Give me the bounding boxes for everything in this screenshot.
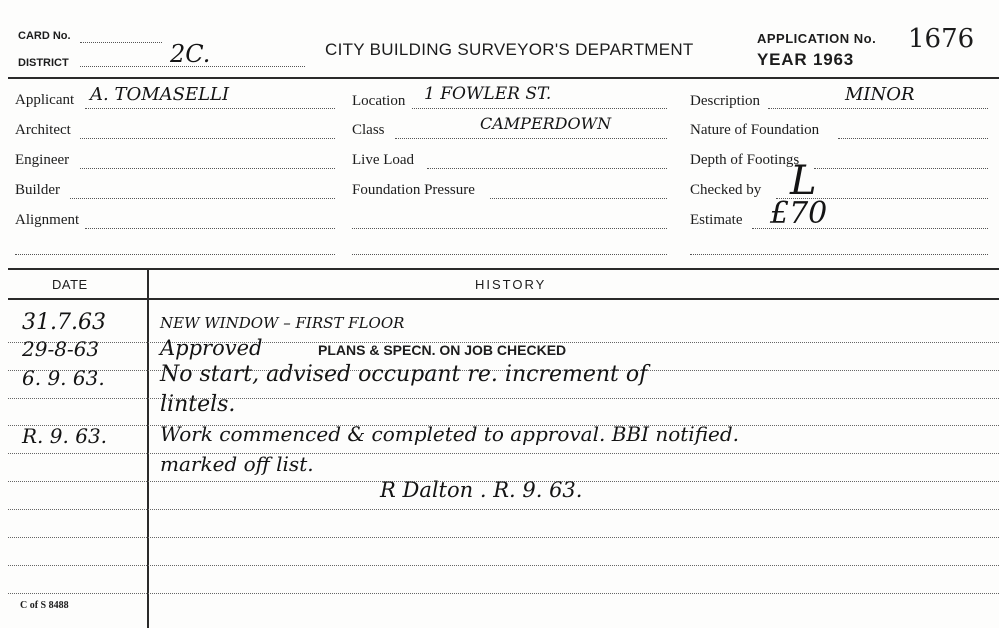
architect-label: Architect <box>15 122 71 138</box>
nature-of-foundation-label: Nature of Foundation <box>690 122 820 138</box>
application-no-value: 1676 <box>908 24 975 54</box>
estimate-label: Estimate <box>690 212 743 228</box>
live-load-line <box>427 168 667 169</box>
district-value: 2C. <box>170 40 211 68</box>
history-stamp: PLANS & SPECN. ON JOB CHECKED <box>318 342 567 358</box>
foundation-pressure-line <box>490 198 667 199</box>
engineer-label: Engineer <box>15 152 70 168</box>
history-column-header: HISTORY <box>475 277 547 292</box>
ruled-line <box>8 537 999 538</box>
depth-of-footings-label: Depth of Footings <box>690 152 800 168</box>
department-title: CITY BUILDING SURVEYOR'S DEPARTMENT <box>325 40 694 59</box>
applicant-line <box>85 108 335 109</box>
history-text: marked off list. <box>160 452 314 476</box>
header-divider <box>8 77 999 79</box>
estimate-value: £70 <box>770 196 828 231</box>
district-label: DISTRICT <box>18 57 69 69</box>
description-line <box>768 108 988 109</box>
history-top-border <box>8 268 999 270</box>
live-load-label: Live Load <box>352 152 415 168</box>
history-header-border <box>8 298 999 300</box>
location-value: 1 FOWLER ST. <box>424 84 552 104</box>
history-text: No start, advised occupant re. increment of <box>160 362 648 387</box>
column2-extra-line-1 <box>352 228 667 229</box>
column1-extra-line <box>15 254 335 255</box>
history-text: NEW WINDOW – FIRST FLOOR <box>160 314 405 332</box>
foundation-pressure-label: Foundation Pressure <box>352 182 475 198</box>
class-line <box>395 138 667 139</box>
signature: R Dalton . R. 9. 63. <box>380 478 583 502</box>
column3-extra-line <box>690 254 988 255</box>
class-value: CAMPERDOWN <box>480 114 612 133</box>
architect-line <box>80 138 335 139</box>
card-no-field <box>80 42 162 43</box>
applicant-value: A. TOMASELLI <box>90 84 230 105</box>
class-label: Class <box>352 122 385 138</box>
card-no-label: CARD No. <box>18 30 71 42</box>
history-text: Approved <box>160 336 263 360</box>
ruled-line <box>8 565 999 566</box>
builder-line <box>70 198 335 199</box>
ruled-line <box>8 453 999 454</box>
ruled-line <box>8 398 999 399</box>
history-text: lintels. <box>160 392 236 417</box>
alignment-label: Alignment <box>15 212 80 228</box>
description-label: Description <box>690 93 760 109</box>
ruled-line <box>8 509 999 510</box>
date-column-divider <box>147 268 149 628</box>
year-label: YEAR 1963 <box>757 50 854 69</box>
checked-by-label: Checked by <box>690 182 762 198</box>
ruled-line <box>8 593 999 594</box>
location-label: Location <box>352 93 406 109</box>
description-value: MINOR <box>845 84 915 105</box>
date-column-header: DATE <box>52 277 88 292</box>
engineer-line <box>80 168 335 169</box>
builder-label: Builder <box>15 182 60 198</box>
location-line <box>412 108 667 109</box>
applicant-label: Applicant <box>15 92 75 108</box>
column2-extra-line-2 <box>352 254 667 255</box>
alignment-line <box>85 228 335 229</box>
depth-of-footings-line <box>814 168 988 169</box>
form-code: C of S 8488 <box>20 600 69 611</box>
history-date: 31.7.63 <box>22 310 106 335</box>
history-date: R. 9. 63. <box>22 424 108 448</box>
nature-of-foundation-line <box>838 138 988 139</box>
application-no-label: APPLICATION No. <box>757 31 877 46</box>
history-text: Work commenced & completed to approval. BBI notified. <box>160 422 740 446</box>
history-date: 29-8-63 <box>22 337 100 361</box>
checked-by-value: L <box>790 158 817 204</box>
history-date: 6. 9. 63. <box>22 366 105 390</box>
